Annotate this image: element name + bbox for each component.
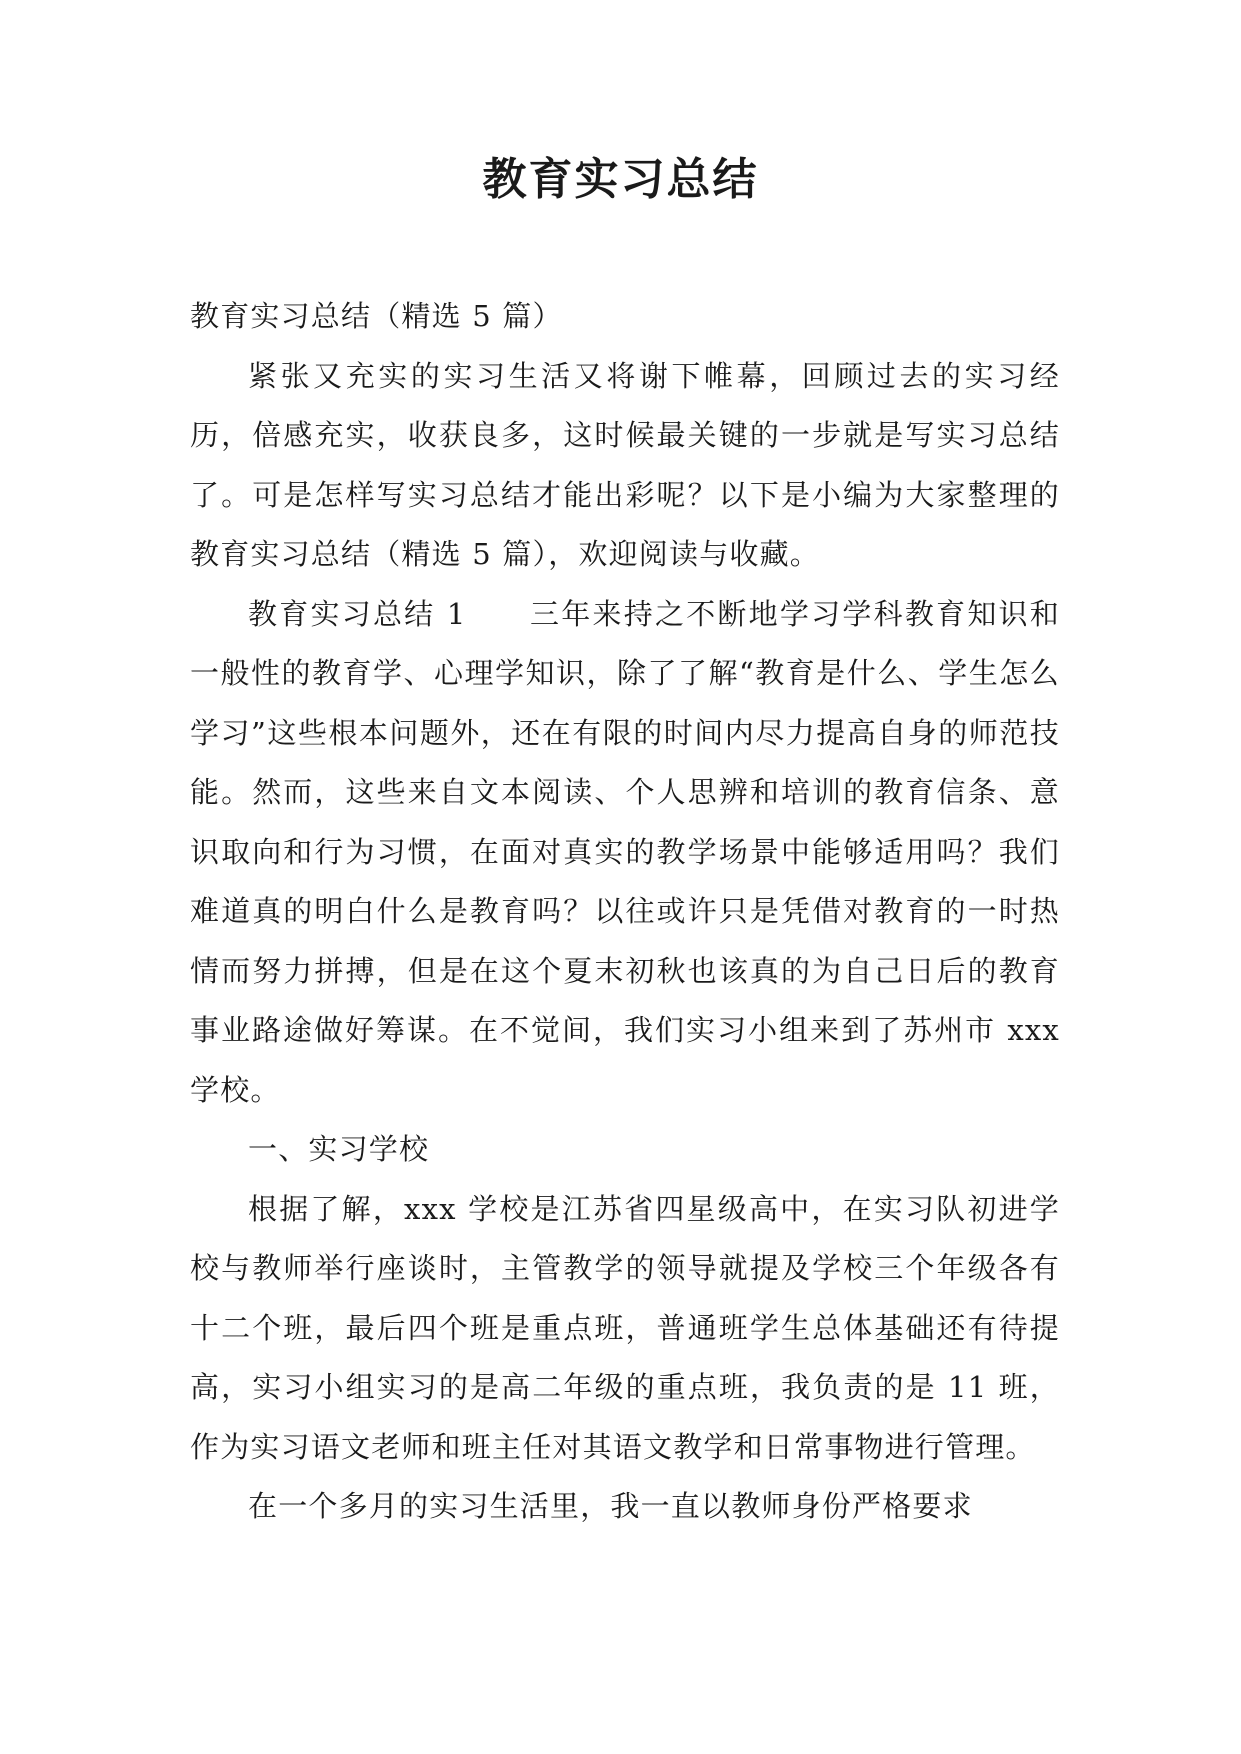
subtitle-paragraph: 教育实习总结（精选 5 篇） — [190, 299, 563, 333]
document-body — [190, 287, 1060, 1537]
summary-1-paragraph: 教育实习总结 1 三年来持之不断地学习学科教育知识和一般性的教育学、心理学知识，除了了解“教育是什么、学生怎么学习”这些根本问题外，还在有限的时间内尽力提高自身的师范技能。然而，这些来自文本阅读、个人思辨和培训的教育信条、意识取向和行为习惯，在面对真实的教学场景中能够适用吗？我们难道真的明白什么是教育吗？以往或许只是凭借对教育的一时热情而努力拼搏，但是在这个夏末初秋也该真的为自己日后的教育事业路途做好筹谋。在不觉间，我们实习小组来到了苏州市 xxx 学校。 — [190, 596, 1060, 1107]
section-heading: 一、实习学校 — [248, 1132, 430, 1166]
intro-paragraph: 紧张又充实的实习生活又将谢下帷幕，回顾过去的实习经历，倍感充实，收获良多，这时候最关键的一步就是写实习总结了。可是怎样写实习总结才能出彩呢？以下是小编为大家整理的教育实习总结（精选 5 篇），欢迎阅读与收藏。 — [190, 358, 1060, 571]
school-paragraph: 根据了解，xxx 学校是江苏省四星级高中，在实习队初进学校与教师举行座谈时，主管教学的领导就提及学校三个年级各有十二个班，最后四个班是重点班，普通班学生总体基础还有待提高，实习小组实习的是高二年级的重点班，我负责的是 11 班，作为实习语文老师和班主任对其语文教学和日常事物进行管理。 — [190, 1191, 1060, 1464]
document-title: 教育实习总结 — [482, 154, 759, 205]
internship-paragraph: 在一个多月的实习生活里，我一直以教师身份严格要求 — [248, 1489, 973, 1523]
